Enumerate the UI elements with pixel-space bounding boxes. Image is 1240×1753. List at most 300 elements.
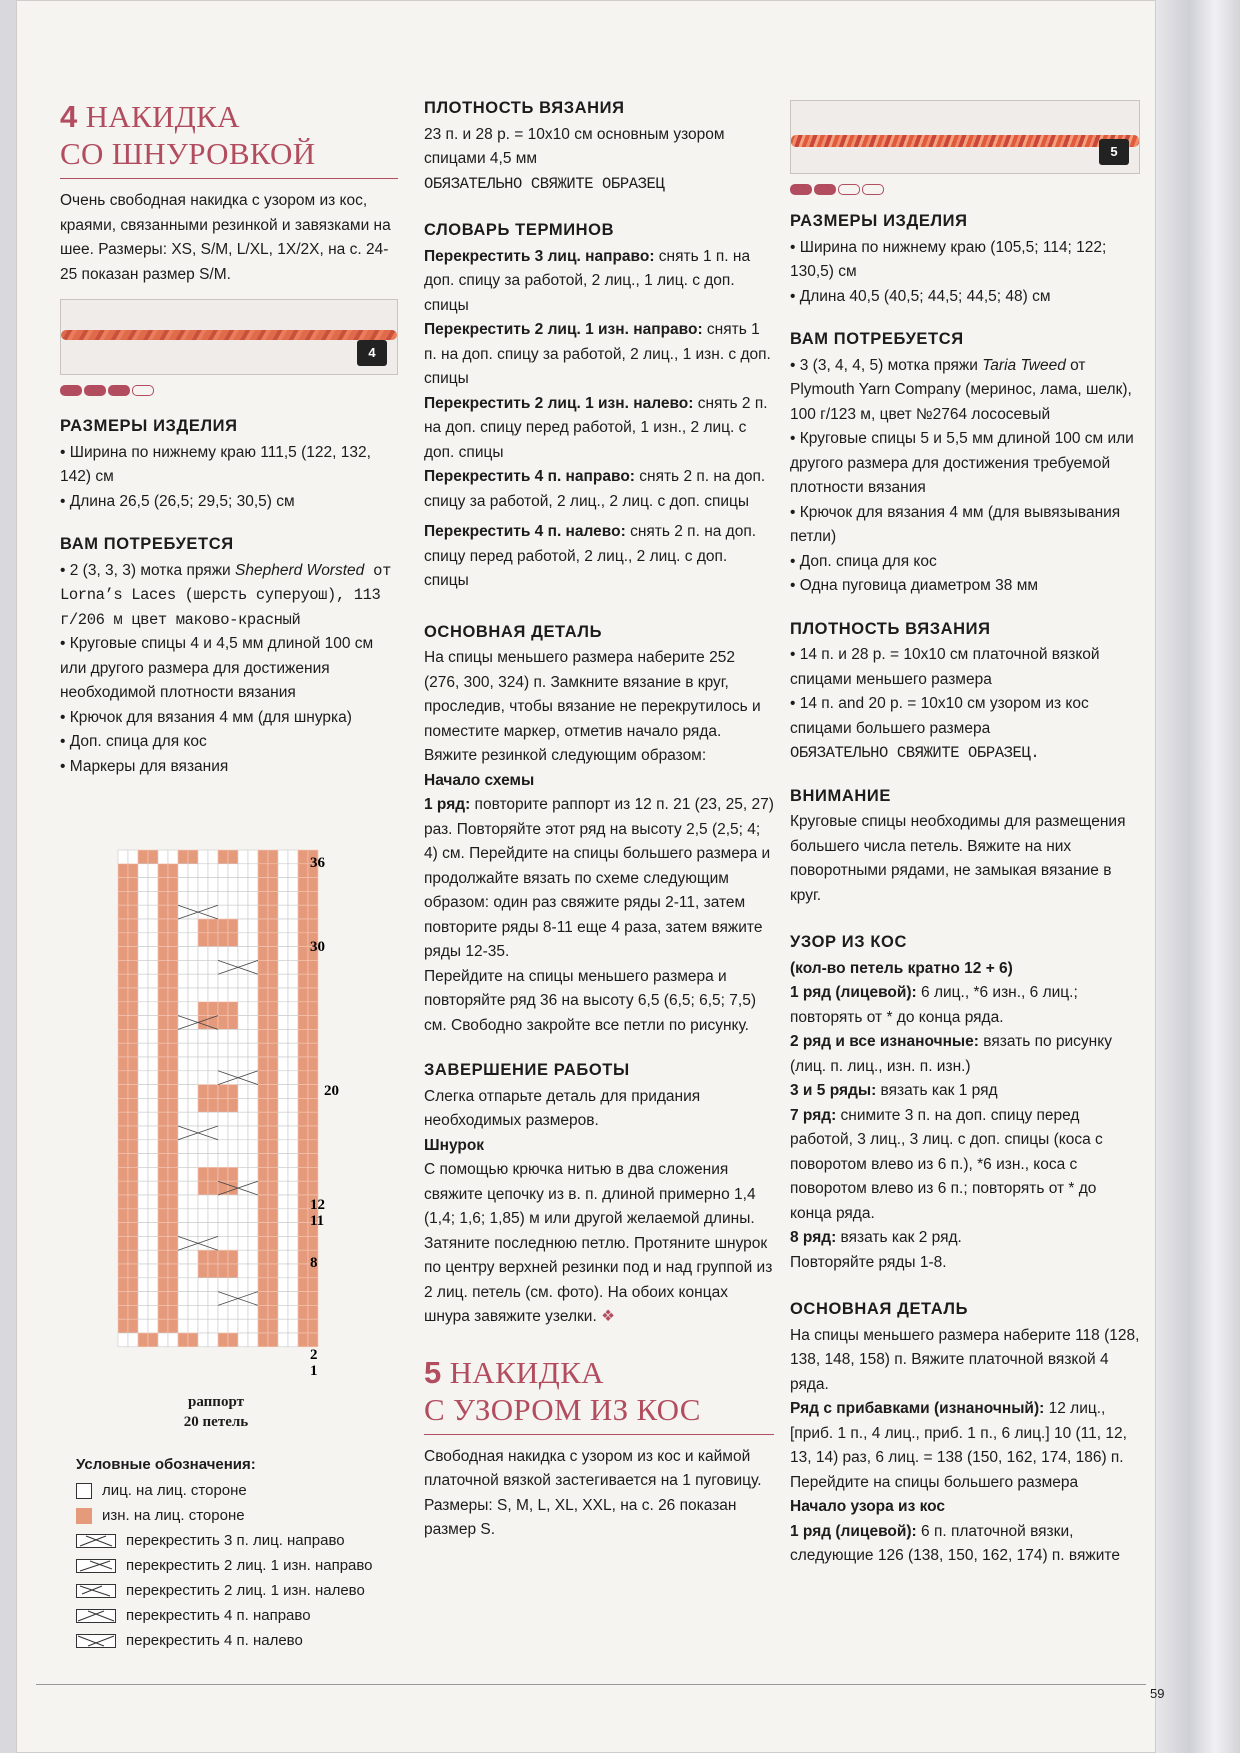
chart-cell-knit bbox=[138, 1057, 148, 1071]
chart-cell-purl bbox=[118, 864, 128, 878]
chart-cell-knit bbox=[288, 1181, 298, 1195]
chart-cell-purl bbox=[118, 891, 128, 905]
chart-cell-purl bbox=[158, 1002, 168, 1016]
chart-cell-knit bbox=[228, 1057, 238, 1071]
chart-cell-purl bbox=[298, 1278, 308, 1292]
chart-cell-purl bbox=[268, 1140, 278, 1154]
chart-cell-knit bbox=[178, 933, 188, 947]
chart-cell-knit bbox=[228, 1112, 238, 1126]
chart-cell-purl bbox=[168, 988, 178, 1002]
chart-cell-purl bbox=[268, 1154, 278, 1168]
pattern-row: 1 ряд (лицевой): 6 лиц., *6 изн., 6 лиц.; повторять от * до конца ряда. bbox=[790, 984, 1078, 1026]
chart-cell-purl bbox=[168, 1112, 178, 1126]
chart-cell-knit bbox=[198, 864, 208, 878]
chart-cell-purl bbox=[118, 1250, 128, 1264]
chart-cell-knit bbox=[188, 1278, 198, 1292]
chart-cell-knit bbox=[198, 1195, 208, 1209]
chart-cell-purl bbox=[218, 1250, 228, 1264]
chart-cell-purl bbox=[258, 1154, 268, 1168]
chart-cell-knit bbox=[148, 905, 158, 919]
chart-cell-knit bbox=[178, 1209, 188, 1223]
chart-cell-purl bbox=[158, 1167, 168, 1181]
chart-cell-knit bbox=[248, 1223, 258, 1237]
chart-cell-knit bbox=[288, 864, 298, 878]
pattern-row: 8 ряд: вязать как 2 ряд. bbox=[790, 1229, 962, 1246]
pattern-repeat: Повторяйте ряды 1-8. bbox=[790, 1253, 947, 1271]
chart-cell-knit bbox=[148, 1195, 158, 1209]
chart-cell-knit bbox=[178, 1319, 188, 1333]
pattern-row: 7 ряд: снимите 3 п. на доп. спицу перед работой, 3 лиц., 3 лиц. с доп. спицы (коса с поворотом влево из 6 п.), *6 изн., коса с поворотом влево из 6 п.; повторять от * до конца ряда. bbox=[790, 1106, 1103, 1222]
chart-cell-knit bbox=[208, 1140, 218, 1154]
chart-cell-purl bbox=[188, 1333, 198, 1347]
chart-cell-knit bbox=[238, 1292, 248, 1306]
chart-cell-purl bbox=[268, 1236, 278, 1250]
chart-cell-knit bbox=[148, 1071, 158, 1085]
chart-cell-purl bbox=[258, 1250, 268, 1264]
chart-cell-knit bbox=[148, 1305, 158, 1319]
chart-cell-knit bbox=[168, 850, 178, 864]
chart-cell-knit bbox=[148, 1181, 158, 1195]
chart-row-label: 20 bbox=[324, 1083, 339, 1099]
chart-cell-knit bbox=[198, 1043, 208, 1057]
chart-cell-knit bbox=[148, 1126, 158, 1140]
middle-column bbox=[424, 96, 774, 1543]
gauge-heading: ПЛОТНОСТЬ ВЯЗАНИЯ bbox=[424, 99, 625, 117]
chart-cell-knit bbox=[138, 1181, 148, 1195]
chart-cell-knit bbox=[148, 960, 158, 974]
chart-cell-knit bbox=[188, 1305, 198, 1319]
chart-cell-knit bbox=[248, 864, 258, 878]
chart-cell-knit bbox=[148, 878, 158, 892]
chart-cell-knit bbox=[178, 1154, 188, 1168]
chart-cell-purl bbox=[268, 1250, 278, 1264]
chart-cell-purl bbox=[228, 1181, 238, 1195]
chart-cell-purl bbox=[178, 1333, 188, 1347]
chart-cell-purl bbox=[308, 1126, 318, 1140]
chart-cell-purl bbox=[308, 1057, 318, 1071]
chart-cell-purl bbox=[298, 1236, 308, 1250]
chart-cell-purl bbox=[258, 1236, 268, 1250]
chart-cell-purl bbox=[268, 1167, 278, 1181]
chart-cell-knit bbox=[198, 1154, 208, 1168]
dictionary-entry: Перекрестить 4 п. направо: снять 2 п. на доп. спицу за работой, 2 лиц., 2 лиц. с доп. спицы bbox=[424, 468, 766, 510]
cable-2-1-left-icon bbox=[76, 1584, 116, 1598]
chart-cell-knit bbox=[148, 864, 158, 878]
chart-cell-knit bbox=[188, 1250, 198, 1264]
chart-cell-purl bbox=[198, 1016, 208, 1030]
increase-row: Ряд с прибавками (изнаночный): 12 лиц., [приб. 1 п., 4 лиц., приб. 1 п., 6 лиц.] 10 (11, 12, 13, 14) раз, 6 лиц. = 138 (150, 162, 174, 186) п. bbox=[790, 1400, 1127, 1466]
chart-cell-knit bbox=[238, 1319, 248, 1333]
chart-cell-purl bbox=[228, 1085, 238, 1099]
materials-line: • Доп. спица для кос bbox=[790, 552, 937, 570]
pattern-row: 3 и 5 ряды: вязать как 1 ряд bbox=[790, 1082, 998, 1099]
chart-cell-knit bbox=[288, 1333, 298, 1347]
chart-cell-purl bbox=[128, 933, 138, 947]
chart-cell-knit bbox=[208, 850, 218, 864]
chart-cell-knit bbox=[218, 1223, 228, 1237]
chart-cell-knit bbox=[218, 1057, 228, 1071]
chart-cell-knit bbox=[238, 1098, 248, 1112]
materials-line: • Круговые спицы 5 и 5,5 мм длиной 100 см или другого размера для достижения требуемой плотности вязания bbox=[790, 430, 1134, 496]
chart-cell-knit bbox=[178, 1085, 188, 1099]
chart-cell-purl bbox=[118, 988, 128, 1002]
chart-cell-purl bbox=[258, 1223, 268, 1237]
gauge-text: 23 п. и 28 р. = 10х10 см основным узором спицами 4,5 мм bbox=[424, 125, 725, 167]
legend-item: лиц. на лиц. стороне bbox=[76, 1478, 436, 1503]
chart-cell-purl bbox=[298, 1140, 308, 1154]
chart-cell-purl bbox=[298, 1154, 308, 1168]
chart-cell-knit bbox=[288, 1167, 298, 1181]
chart-cell-purl bbox=[198, 933, 208, 947]
chart-cell-knit bbox=[198, 988, 208, 1002]
chart-cell-purl bbox=[198, 1167, 208, 1181]
chart-cell-purl bbox=[128, 878, 138, 892]
chart-cell-knit bbox=[278, 1043, 288, 1057]
chart-cell-knit bbox=[138, 1305, 148, 1319]
chart-cell-knit bbox=[238, 988, 248, 1002]
chart-cell-purl bbox=[128, 947, 138, 961]
chart-cell-purl bbox=[128, 919, 138, 933]
chart-cell-knit bbox=[248, 933, 258, 947]
chart-cell-knit bbox=[148, 1085, 158, 1099]
chart-cell-purl bbox=[128, 1098, 138, 1112]
chart-cell-knit bbox=[228, 1223, 238, 1237]
chart-cell-purl bbox=[158, 919, 168, 933]
chart-cell-knit bbox=[208, 1043, 218, 1057]
chart-cell-knit bbox=[198, 878, 208, 892]
chart-cell-knit bbox=[278, 1140, 288, 1154]
materials-heading: ВАМ ПОТРЕБУЕТСЯ bbox=[790, 330, 964, 348]
chart-cell-knit bbox=[208, 864, 218, 878]
chart-cell-knit bbox=[238, 1264, 248, 1278]
chart-cell-knit bbox=[198, 1319, 208, 1333]
chart-cell-purl bbox=[168, 1167, 178, 1181]
chart-cell-purl bbox=[168, 1002, 178, 1016]
chart-cell-knit bbox=[178, 1181, 188, 1195]
chart-cell-knit bbox=[238, 1002, 248, 1016]
chart-cell-purl bbox=[198, 1002, 208, 1016]
chart-cell-knit bbox=[138, 1236, 148, 1250]
chart-cell-knit bbox=[238, 974, 248, 988]
chart-cell-knit bbox=[228, 1195, 238, 1209]
chart-cell-knit bbox=[248, 905, 258, 919]
chart-cell-knit bbox=[138, 891, 148, 905]
chart-cell-purl bbox=[158, 974, 168, 988]
chart-cell-knit bbox=[278, 1085, 288, 1099]
chart-cell-knit bbox=[188, 891, 198, 905]
chart-cell-purl bbox=[128, 1305, 138, 1319]
chart-cell-purl bbox=[308, 1098, 318, 1112]
chart-cell-knit bbox=[138, 1002, 148, 1016]
chart-cell-purl bbox=[128, 1292, 138, 1306]
chart-cell-purl bbox=[308, 1333, 318, 1347]
gauge-caps: ОБЯЗАТЕЛЬНО СВЯЖИТЕ ОБРАЗЕЦ. bbox=[790, 744, 1040, 762]
chart-cell-purl bbox=[228, 919, 238, 933]
chart-cell-knit bbox=[228, 974, 238, 988]
chart-cell-knit bbox=[138, 1098, 148, 1112]
chart-cell-knit bbox=[208, 878, 218, 892]
chart-cell-knit bbox=[238, 1195, 248, 1209]
chart-cell-purl bbox=[298, 1223, 308, 1237]
chart-cell-purl bbox=[298, 878, 308, 892]
chart-cell-knit bbox=[198, 1223, 208, 1237]
chart-cell-knit bbox=[288, 919, 298, 933]
chart-cell-purl bbox=[308, 1002, 318, 1016]
chart-cell-purl bbox=[168, 1305, 178, 1319]
chart-cell-knit bbox=[138, 947, 148, 961]
chart-cell-knit bbox=[278, 1181, 288, 1195]
chart-cell-purl bbox=[308, 1305, 318, 1319]
chart-cell-knit bbox=[138, 1016, 148, 1030]
chart-cell-knit bbox=[238, 1154, 248, 1168]
chart-cell-knit bbox=[198, 1278, 208, 1292]
chart-cell-purl bbox=[168, 864, 178, 878]
chart-row-label: 36 bbox=[310, 855, 325, 871]
chart-cell-purl bbox=[128, 1250, 138, 1264]
chart-cell-knit bbox=[238, 1250, 248, 1264]
chart-cell-purl bbox=[258, 1126, 268, 1140]
chart-cell-knit bbox=[278, 1057, 288, 1071]
chart-cell-purl bbox=[308, 960, 318, 974]
chart-cell-knit bbox=[248, 1043, 258, 1057]
chart-cell-purl bbox=[268, 919, 278, 933]
chart-cell-knit bbox=[148, 1167, 158, 1181]
chart-cell-purl bbox=[118, 1057, 128, 1071]
finishing-text: Слегка отпарьте деталь для придания необходимых размеров. bbox=[424, 1087, 701, 1129]
chart-cell-knit bbox=[238, 850, 248, 864]
chart-cell-knit bbox=[208, 1333, 218, 1347]
chart-cell-purl bbox=[308, 1085, 318, 1099]
chart-cell-knit bbox=[288, 988, 298, 1002]
chart-cell-knit bbox=[218, 1126, 228, 1140]
chart-cell-purl bbox=[228, 1016, 238, 1030]
chart-cell-purl bbox=[258, 933, 268, 947]
chart-cell-knit bbox=[198, 1071, 208, 1085]
yarn-weight-badge: 4 bbox=[357, 340, 387, 366]
chart-cell-purl bbox=[158, 1264, 168, 1278]
chart-cell-knit bbox=[288, 1043, 298, 1057]
chart-cell-knit bbox=[288, 878, 298, 892]
chart-cell-purl bbox=[128, 1154, 138, 1168]
chart-cell-purl bbox=[168, 1264, 178, 1278]
title-rule bbox=[424, 1434, 774, 1435]
chart-cell-purl bbox=[118, 1319, 128, 1333]
chart-cell-purl bbox=[158, 1236, 168, 1250]
cable-4-right-icon bbox=[76, 1609, 116, 1623]
chart-cell-purl bbox=[258, 1305, 268, 1319]
chart-cell-knit bbox=[158, 1333, 168, 1347]
legend-item: перекрестить 4 п. направо bbox=[76, 1603, 436, 1628]
chart-cell-knit bbox=[218, 1209, 228, 1223]
finishing-heading: ЗАВЕРШЕНИЕ РАБОТЫ bbox=[424, 1061, 630, 1079]
chart-cell-purl bbox=[308, 1154, 318, 1168]
chart-cell-knit bbox=[228, 1029, 238, 1043]
chart-cell-knit bbox=[178, 1098, 188, 1112]
chart-cell-purl bbox=[118, 1278, 128, 1292]
legend-item: перекрестить 4 п. налево bbox=[76, 1628, 436, 1653]
chart-cell-purl bbox=[118, 1264, 128, 1278]
chart-cell-purl bbox=[138, 850, 148, 864]
chart-cell-knit bbox=[148, 1278, 158, 1292]
chart-cell-purl bbox=[298, 960, 308, 974]
chart-cell-knit bbox=[288, 1126, 298, 1140]
chart-cell-knit bbox=[198, 1292, 208, 1306]
chart-cell-knit bbox=[188, 1181, 198, 1195]
chart-cell-knit bbox=[248, 974, 258, 988]
chart-cell-purl bbox=[268, 1057, 278, 1071]
chart-cell-purl bbox=[168, 1236, 178, 1250]
chart-cell-purl bbox=[268, 1029, 278, 1043]
difficulty-indicator bbox=[60, 385, 398, 396]
chart-cell-purl bbox=[268, 1223, 278, 1237]
chart-cell-purl bbox=[128, 1126, 138, 1140]
chart-cell-knit bbox=[288, 1029, 298, 1043]
chart-cell-knit bbox=[238, 960, 248, 974]
chart-cell-purl bbox=[298, 919, 308, 933]
chart-cell-purl bbox=[208, 1002, 218, 1016]
chart-cell-knit bbox=[248, 1098, 258, 1112]
pattern-subheading: (кол-во петель кратно 12 + 6) bbox=[790, 959, 1013, 977]
chart-cell-knit bbox=[218, 1029, 228, 1043]
chart-cell-knit bbox=[218, 905, 228, 919]
chart-cell-knit bbox=[178, 891, 188, 905]
chart-cell-knit bbox=[198, 947, 208, 961]
chart-cell-knit bbox=[148, 1112, 158, 1126]
chart-cell-knit bbox=[188, 1167, 198, 1181]
gauge-line: • 14 п. и 28 р. = 10х10 см платочной вязкой спицами меньшего размера bbox=[790, 646, 1100, 688]
chart-cell-knit bbox=[178, 947, 188, 961]
chart-cell-purl bbox=[258, 864, 268, 878]
difficulty-indicator bbox=[790, 184, 1140, 195]
chart-cell-knit bbox=[238, 1071, 248, 1085]
chart-cell-knit bbox=[138, 1223, 148, 1237]
chart-cell-purl bbox=[268, 1098, 278, 1112]
chart-cell-purl bbox=[208, 919, 218, 933]
chart-cell-purl bbox=[258, 974, 268, 988]
chart-cell-purl bbox=[298, 1016, 308, 1030]
chart-cell-knit bbox=[188, 1195, 198, 1209]
chart-cell-knit bbox=[188, 1154, 198, 1168]
gauge-line: • 14 п. and 20 р. = 10х10 см узором из кос спицами большего размера bbox=[790, 695, 1089, 737]
chart-cell-knit bbox=[198, 1112, 208, 1126]
chart-cell-knit bbox=[208, 1278, 218, 1292]
chart-cell-knit bbox=[218, 1140, 228, 1154]
chart-cell-purl bbox=[268, 864, 278, 878]
chart-cell-purl bbox=[218, 1333, 228, 1347]
chart-cell-purl bbox=[208, 1181, 218, 1195]
chart-cell-knit bbox=[278, 891, 288, 905]
chart-cell-purl bbox=[268, 891, 278, 905]
chart-cell-purl bbox=[308, 1292, 318, 1306]
chart-cell-purl bbox=[118, 1043, 128, 1057]
chart-cell-knit bbox=[178, 1043, 188, 1057]
chart-cell-purl bbox=[158, 1057, 168, 1071]
chart-cell-purl bbox=[228, 1098, 238, 1112]
chart-cell-purl bbox=[168, 1154, 178, 1168]
chart-cell-knit bbox=[138, 988, 148, 1002]
chart-cell-knit bbox=[238, 947, 248, 961]
chart-cell-knit bbox=[148, 1029, 158, 1043]
chart-cell-knit bbox=[238, 1333, 248, 1347]
chart-cell-knit bbox=[208, 1209, 218, 1223]
purl-symbol-icon bbox=[76, 1508, 92, 1524]
yarn-photo-5 bbox=[790, 100, 1140, 174]
chart-cell-knit bbox=[278, 1319, 288, 1333]
chart-cell-knit bbox=[288, 1057, 298, 1071]
materials-line: • Крючок для вязания 4 мм (для вывязывания петли) bbox=[790, 503, 1121, 545]
chart-cell-knit bbox=[288, 1209, 298, 1223]
chart-cell-purl bbox=[128, 1057, 138, 1071]
chart-cell-knit bbox=[198, 974, 208, 988]
chart-cell-purl bbox=[298, 1209, 308, 1223]
chart-cell-purl bbox=[118, 1016, 128, 1030]
chart-cell-knit bbox=[148, 1057, 158, 1071]
chart-cell-knit bbox=[138, 1278, 148, 1292]
chart-cell-knit bbox=[248, 1016, 258, 1030]
chart-cell-purl bbox=[308, 1319, 318, 1333]
chart-cell-knit bbox=[198, 1057, 208, 1071]
intro-text: Очень свободная накидка с узором из кос, краями, связанными резинкой и завязками на шее. Размеры: XS, S/M, L/XL, 1X/2X, на с. 24-25 показан размер S/M. bbox=[60, 192, 391, 283]
chart-cell-knit bbox=[188, 1264, 198, 1278]
chart-cell-knit bbox=[248, 1002, 258, 1016]
chart-cell-purl bbox=[258, 1333, 268, 1347]
chart-cell-knit bbox=[208, 1292, 218, 1306]
dictionary-entry: Перекрестить 2 лиц. 1 изн. налево: снять 2 п. на доп. спицу перед работой, 1 изн., 2 лиц. с доп. спицы bbox=[424, 394, 768, 461]
chart-cell-knit bbox=[138, 1112, 148, 1126]
chart-cell-purl bbox=[158, 1085, 168, 1099]
page-number: 59 bbox=[1150, 1686, 1165, 1701]
chart-cell-knit bbox=[278, 1098, 288, 1112]
chart-grid bbox=[118, 850, 318, 1347]
chart-cell-purl bbox=[258, 947, 268, 961]
chart-cell-purl bbox=[268, 1278, 278, 1292]
chart-cell-knit bbox=[178, 1002, 188, 1016]
chart-cell-purl bbox=[198, 1181, 208, 1195]
chart-cell-purl bbox=[298, 1319, 308, 1333]
chart-cell-knit bbox=[288, 1154, 298, 1168]
chart-cell-knit bbox=[278, 1250, 288, 1264]
chart-cell-purl bbox=[258, 1098, 268, 1112]
chart-cell-knit bbox=[248, 1029, 258, 1043]
chart-cell-knit bbox=[198, 1126, 208, 1140]
chart-cell-purl bbox=[258, 1209, 268, 1223]
chart-cell-knit bbox=[198, 1029, 208, 1043]
legend-item: изн. на лиц. стороне bbox=[76, 1503, 436, 1528]
chart-cell-knit bbox=[228, 1319, 238, 1333]
chart-cell-knit bbox=[128, 850, 138, 864]
chart-cell-purl bbox=[118, 905, 128, 919]
chart-cell-knit bbox=[218, 1154, 228, 1168]
chart-cell-purl bbox=[258, 891, 268, 905]
chart-cell-purl bbox=[128, 1236, 138, 1250]
chart-cell-knit bbox=[288, 1016, 298, 1030]
chart-cell-purl bbox=[118, 1029, 128, 1043]
chart-cell-purl bbox=[208, 1098, 218, 1112]
materials-yarn: • 3 (3, 4, 4, 5) мотка пряжи Taria Tweed от Plymouth Yarn Company (меринос, лама, шелк), 100 г/123 м, цвет №2764 лососевый bbox=[790, 356, 1132, 423]
chart-cell-purl bbox=[168, 1071, 178, 1085]
chart-cell-purl bbox=[258, 1112, 268, 1126]
chart-cell-knit bbox=[238, 1057, 248, 1071]
size-line: • Ширина по нижнему краю (105,5; 114; 122; 130,5) см bbox=[790, 238, 1107, 280]
chart-cell-purl bbox=[258, 919, 268, 933]
chart-cell-knit bbox=[148, 988, 158, 1002]
chart-cell-knit bbox=[228, 1154, 238, 1168]
chart-cell-knit bbox=[288, 905, 298, 919]
chart-cell-purl bbox=[158, 1209, 168, 1223]
chart-cell-knit bbox=[138, 933, 148, 947]
chart-cell-purl bbox=[258, 905, 268, 919]
section-5-title: 5 НАКИДКА С УЗОРОМ ИЗ КОС bbox=[424, 1354, 701, 1427]
